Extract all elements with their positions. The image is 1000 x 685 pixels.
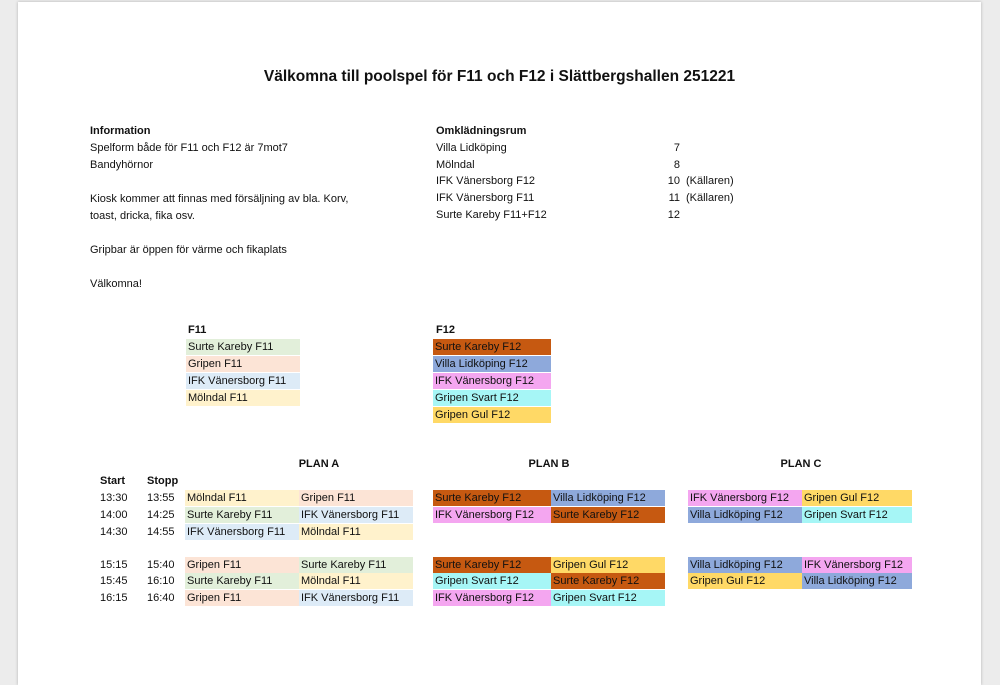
f12-team-list [433,339,551,425]
f11-heading: F11 [188,324,207,336]
group-team: Gripen Gul F12 [433,407,551,423]
group-team: Gripen F11 [186,356,300,372]
stop-header: Stopp [147,475,179,487]
start-time: 15:15 [100,559,128,571]
match-team: Villa Lidköping F12 [688,557,802,573]
room-team: Mölndal [436,158,475,171]
match-team: Surte Kareby F12 [433,490,551,506]
document-page [18,2,981,685]
match-team: IFK Vänersborg F12 [433,590,551,606]
information-line: toast, dricka, fika osv. [90,210,195,222]
room-team: IFK Vänersborg F11 [436,192,535,205]
changing-rooms-list [436,140,756,230]
group-team: Gripen Svart F12 [433,390,551,406]
room-team: Surte Kareby F11+F12 [436,208,547,221]
match-team: Gripen Gul F12 [688,573,802,589]
match-team: Gripen Svart F12 [802,507,912,523]
start-time: 15:45 [100,575,128,587]
match-team: Surte Kareby F11 [299,557,413,573]
match-team: Gripen F11 [299,490,413,506]
match-team: IFK Vänersborg F11 [299,590,413,606]
room-note: (Källaren) [686,175,734,188]
information-heading: Information [90,125,151,137]
match-team: IFK Vänersborg F11 [185,524,299,540]
start-time: 14:00 [100,509,128,521]
information-line: Bandyhörnor [90,159,153,171]
match-team: Surte Kareby F11 [185,573,299,589]
information-line: Kiosk kommer att finnas med försäljning av bla. Korv, [90,193,349,205]
match-team: Mölndal F11 [299,524,413,540]
start-time: 16:15 [100,592,128,604]
start-time: 13:30 [100,492,128,504]
match-team: IFK Vänersborg F11 [299,507,413,523]
match-team: Gripen Svart F12 [433,573,551,589]
group-team: Villa Lidköping F12 [433,356,551,372]
information-line: Välkomna! [90,278,142,290]
match-team: Surte Kareby F12 [551,573,665,589]
information-line [90,174,348,191]
room-number: 10 [667,175,680,188]
f12-heading: F12 [436,324,455,336]
group-team: Surte Kareby F12 [433,339,551,355]
match-team: IFK Vänersborg F12 [433,507,551,523]
match-team: Mölndal F11 [185,490,299,506]
match-team: Surte Kareby F12 [433,557,551,573]
match-team: Surte Kareby F12 [551,507,665,523]
match-team: Mölndal F11 [299,573,413,589]
plan-a-header: PLAN A [298,458,340,470]
match-team: Gripen F11 [185,590,299,606]
stop-time: 16:10 [147,575,175,587]
room-note: (Källaren) [686,192,734,205]
information-line: Spelform både för F11 och F12 är 7mot7 [90,142,288,154]
information-line: Gripbar är öppen för värme och fikaplats [90,244,287,256]
f11-team-list [186,339,300,409]
start-time: 14:30 [100,526,128,538]
match-team: Gripen Gul F12 [551,557,665,573]
match-team: Villa Lidköping F12 [802,573,912,589]
start-header: Start [100,475,126,487]
stop-time: 14:25 [147,509,175,521]
page-title: Välkomna till poolspel för F11 och F12 i Slättbergshallen 251221 [263,68,736,85]
room-team: Villa Lidköping [436,142,507,154]
match-team: IFK Vänersborg F12 [688,490,802,506]
room-team: IFK Vänersborg F12 [436,175,536,188]
match-team: Villa Lidköping F12 [551,490,665,506]
plan-c-header: PLAN C [780,458,822,470]
room-number: 7 [673,142,680,154]
stop-time: 14:55 [147,526,175,538]
stop-time: 13:55 [147,492,175,504]
information-line [90,225,348,242]
stop-time: 15:40 [147,559,175,571]
group-team: IFK Vänersborg F12 [433,373,551,389]
schedule-table [18,452,981,612]
information-line [90,259,348,276]
group-team: Surte Kareby F11 [186,339,300,355]
room-number: 11 [668,192,680,205]
match-team: IFK Vänersborg F12 [802,557,912,573]
group-team: IFK Vänersborg F11 [186,373,300,389]
match-team: Surte Kareby F11 [185,507,299,523]
information-text [90,140,348,293]
group-team: Mölndal F11 [186,390,300,406]
match-team: Gripen F11 [185,557,299,573]
plan-b-header: PLAN B [528,458,570,470]
stop-time: 16:40 [147,592,175,604]
match-team: Gripen Gul F12 [802,490,912,506]
match-team: Gripen Svart F12 [551,590,665,606]
changing-rooms-heading: Omklädningsrum [436,125,527,137]
room-number: 12 [667,208,680,221]
match-team: Villa Lidköping F12 [688,507,802,523]
room-number: 8 [673,158,680,171]
